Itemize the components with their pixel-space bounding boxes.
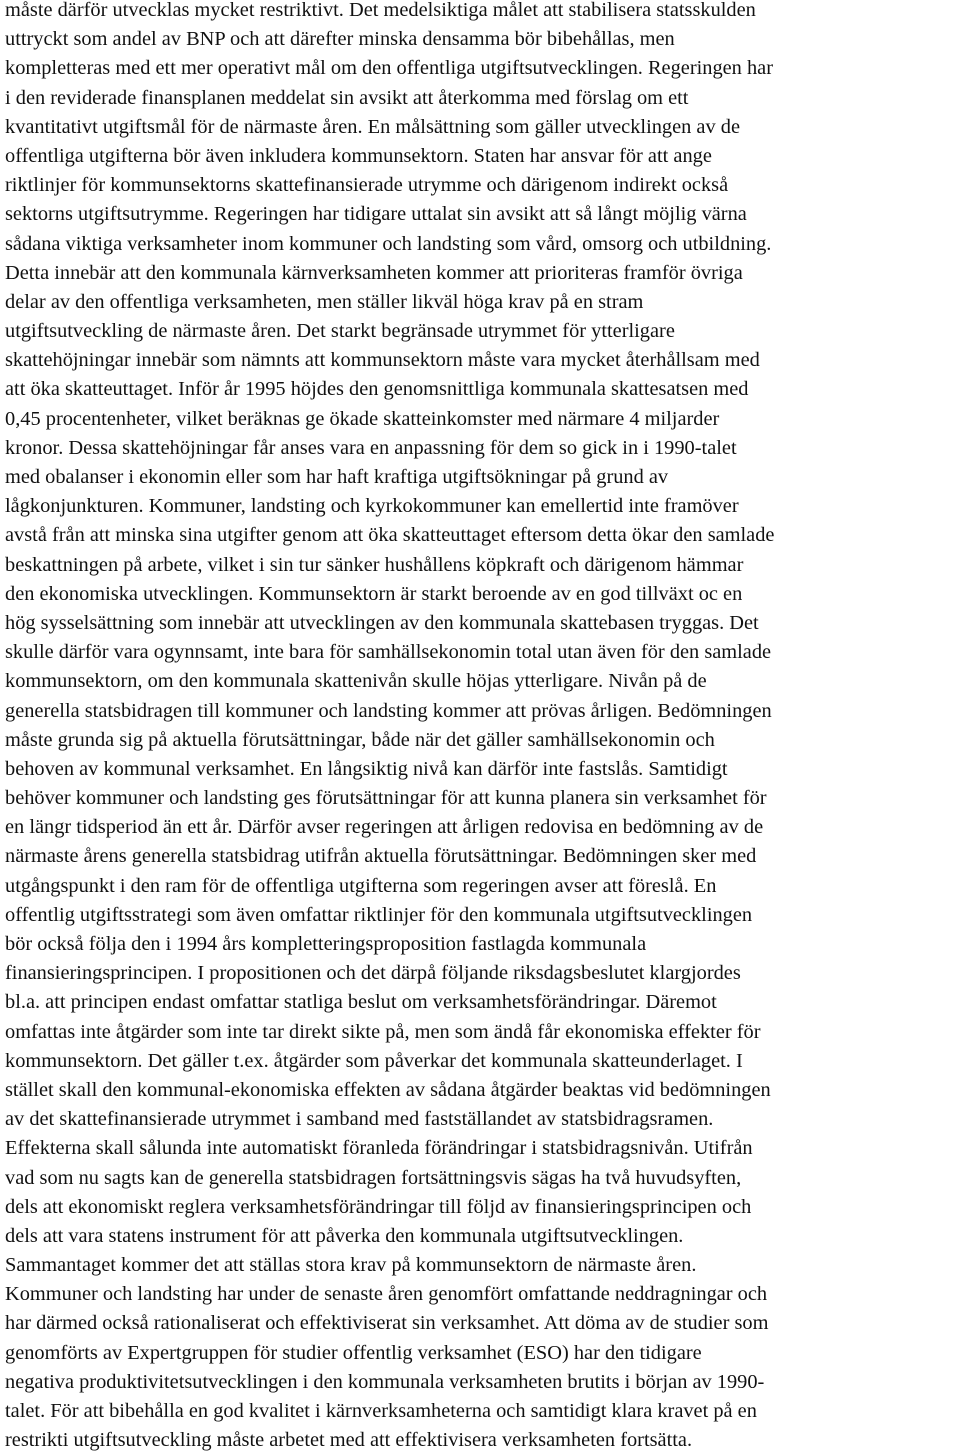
text-line: stället skall den kommunal-ekonomiska effekten av sådana åtgärder beaktas vid bedömningen (5, 1078, 771, 1101)
text-line: närmaste årens generella statsbidrag utifrån aktuella förutsättningar. Bedömningen sker med (5, 845, 757, 868)
text-line: finansieringsprincipen. I propositionen och det därpå följande riksdagsbeslutet klargjordes (5, 962, 741, 985)
text-line: beskattningen på arbete, vilket i sin tur sänker hushållens köpkraft och därigenom hämmar (5, 553, 744, 576)
body-text (5, 0, 960, 1454)
text-line: med obalanser i ekonomin eller som har haft kraftiga utgiftsökningar på grund av (5, 466, 669, 488)
text-line: måste därför utvecklas mycket restriktivt. Det medelsiktiga målet att stabilisera statsskulden (5, 0, 756, 21)
text-line: i den reviderade finansplanen meddelat sin avsikt att återkomma med förslag om ett (5, 86, 689, 109)
text-line: behoven av kommunal verksamhet. En långsiktig nivå kan därför inte fastslås. Samtidigt (5, 757, 728, 780)
text-line: offentlig utgiftsstrategi som även omfattar riktlinjer för den kommunala utgiftsutvecklingen (5, 903, 753, 926)
text-line: offentliga utgifterna bör även inkludera kommunsektorn. Staten har ansvar för att ange (5, 144, 712, 167)
text-line: Detta innebär att den kommunala kärnverksamheten kommer att prioriteras framför övriga (5, 261, 743, 284)
text-line: vad som nu sagts kan de generella statsbidragen fortsättningsvis sägas ha två huvudsyften, (5, 1166, 742, 1189)
text-line: sådana viktiga verksamheter inom kommuner och landsting som vård, omsorg och utbildning. (5, 232, 772, 255)
text-line: delar av den offentliga verksamheten, men ställer likväl höga krav på en stram (5, 290, 644, 313)
text-line: avstå från att minska sina utgifter genom att öka skatteuttaget eftersom detta ökar den samlade (5, 524, 775, 547)
text-line: negativa produktivitetsutvecklingen i den kommunala verksamheten brutits i början av 1990- (5, 1370, 765, 1393)
text-line: skulle därför vara ogynnsamt, inte bara för samhällsekonomin total utan även för den samlade (5, 641, 772, 664)
text-line: generella statsbidragen till kommuner och landsting kommer att prövas årligen. Bedömningen (5, 699, 772, 722)
text-line: kronor. Dessa skattehöjningar får anses vara en anpassning för dem so gick in i 1990-talet (5, 436, 737, 459)
text-line: den ekonomiska utvecklingen. Kommunsektorn är starkt beroende av en god tillväxt oc en (5, 582, 743, 605)
text-line: måste grunda sig på aktuella förutsättningar, både när det gäller samhällsekonomin och (5, 728, 715, 751)
text-line: utgiftsutveckling de närmaste åren. Det starkt begränsade utrymmet för ytterligare (5, 320, 675, 343)
text-line: uttryckt som andel av BNP och att därefter minska densamma bör bibehållas, men (5, 28, 675, 51)
text-line: behöver kommuner och landsting ges förutsättningar för att kunna planera sin verksamhet för (5, 787, 767, 810)
text-line: kompletteras med ett mer operativt mål om den offentliga utgiftsutvecklingen. Regeringen har (5, 57, 773, 80)
text-line: av det skattefinansierade utrymmet i samband med fastställandet av statsbidragsramen. (5, 1108, 714, 1131)
text-line: dels att vara statens instrument för att påverka den kommunala utgiftsutvecklingen. (5, 1224, 684, 1247)
text-line: att öka skatteuttaget. Inför år 1995 höjdes den genomsnittliga kommunala skattesatsen med (5, 378, 749, 401)
text-line: lågkonjunkturen. Kommuner, landsting och kyrkokommuner kan emellertid inte framöver (5, 495, 739, 518)
text-line: bör också följa den i 1994 års kompletteringsproposition fastlagda kommunala (5, 933, 647, 955)
text-line: kvantitativt utgiftsmål för de närmaste åren. En målsättning som gäller utvecklingen av de (5, 115, 740, 138)
text-line: dels att ekonomiskt reglera verksamhetsförändringar till följd av finansieringsprincipen och (5, 1195, 752, 1218)
text-line: 0,45 procentenheter, vilket beräknas ge ökade skatteinkomster med närmare 4 miljarder (5, 407, 720, 430)
text-line: Effekterna skall sålunda inte automatiskt föranleda förändringar i statsbidragsnivån. Utifrån (5, 1137, 753, 1160)
text-line: talet. För att bibehålla en god kvalitet i kärnverksamheterna och samtidigt klara kravet på en (5, 1400, 757, 1422)
text-line: hög sysselsättning som innebär att utvecklingen av den kommunala skattebasen tryggas. Det (5, 611, 759, 634)
text-line: genomförts av Expertgruppen för studier offentlig verksamhet (ESO) har den tidigare (5, 1341, 702, 1364)
text-line: sektorns utgiftsutrymme. Regeringen har tidigare uttalat sin avsikt att så långt möjlig värna (5, 203, 747, 226)
text-line: skattehöjningar innebär som nämnts att kommunsektorn måste vara mycket återhållsam med (5, 349, 760, 372)
text-line: kommunsektorn, om den kommunala skattenivån skulle höjas ytterligare. Nivån på de (5, 670, 707, 693)
text-line: utgångspunkt i den ram för de offentliga utgifterna som regeringen avser att föreslå. En (5, 874, 717, 897)
text-line: riktlinjer för kommunsektorns skattefinansierade utrymme och därigenom indirekt också (5, 174, 729, 197)
text-line: omfattas inte åtgärder som inte tar direkt sikte på, men som ändå får ekonomiska effekter för (5, 1020, 761, 1043)
text-line: bl.a. att principen endast omfattar statliga beslut om verksamhetsförändringar. Däremot (5, 991, 717, 1014)
text-line: en längr tidsperiod än ett år. Därför avser regeringen att årligen redovisa en bedömning av de (5, 816, 764, 839)
text-line: har därmed också rationaliserat och effektiviserat sin verksamhet. Att döma av de studier som (5, 1312, 769, 1335)
text-line: Kommuner och landsting har under de senaste åren genomfört omfattande neddragningar och (5, 1283, 768, 1306)
text-line: restrikti utgiftsutveckling måste arbetet med att effektivisera verksamheten fortsätta. (5, 1429, 693, 1452)
text-line: Sammantaget kommer det att ställas stora krav på kommunsektorn de närmaste åren. (5, 1254, 697, 1277)
text-line: kommunsektorn. Det gäller t.ex. åtgärder som påverkar det kommunala skatteunderlaget. I (5, 1049, 743, 1072)
